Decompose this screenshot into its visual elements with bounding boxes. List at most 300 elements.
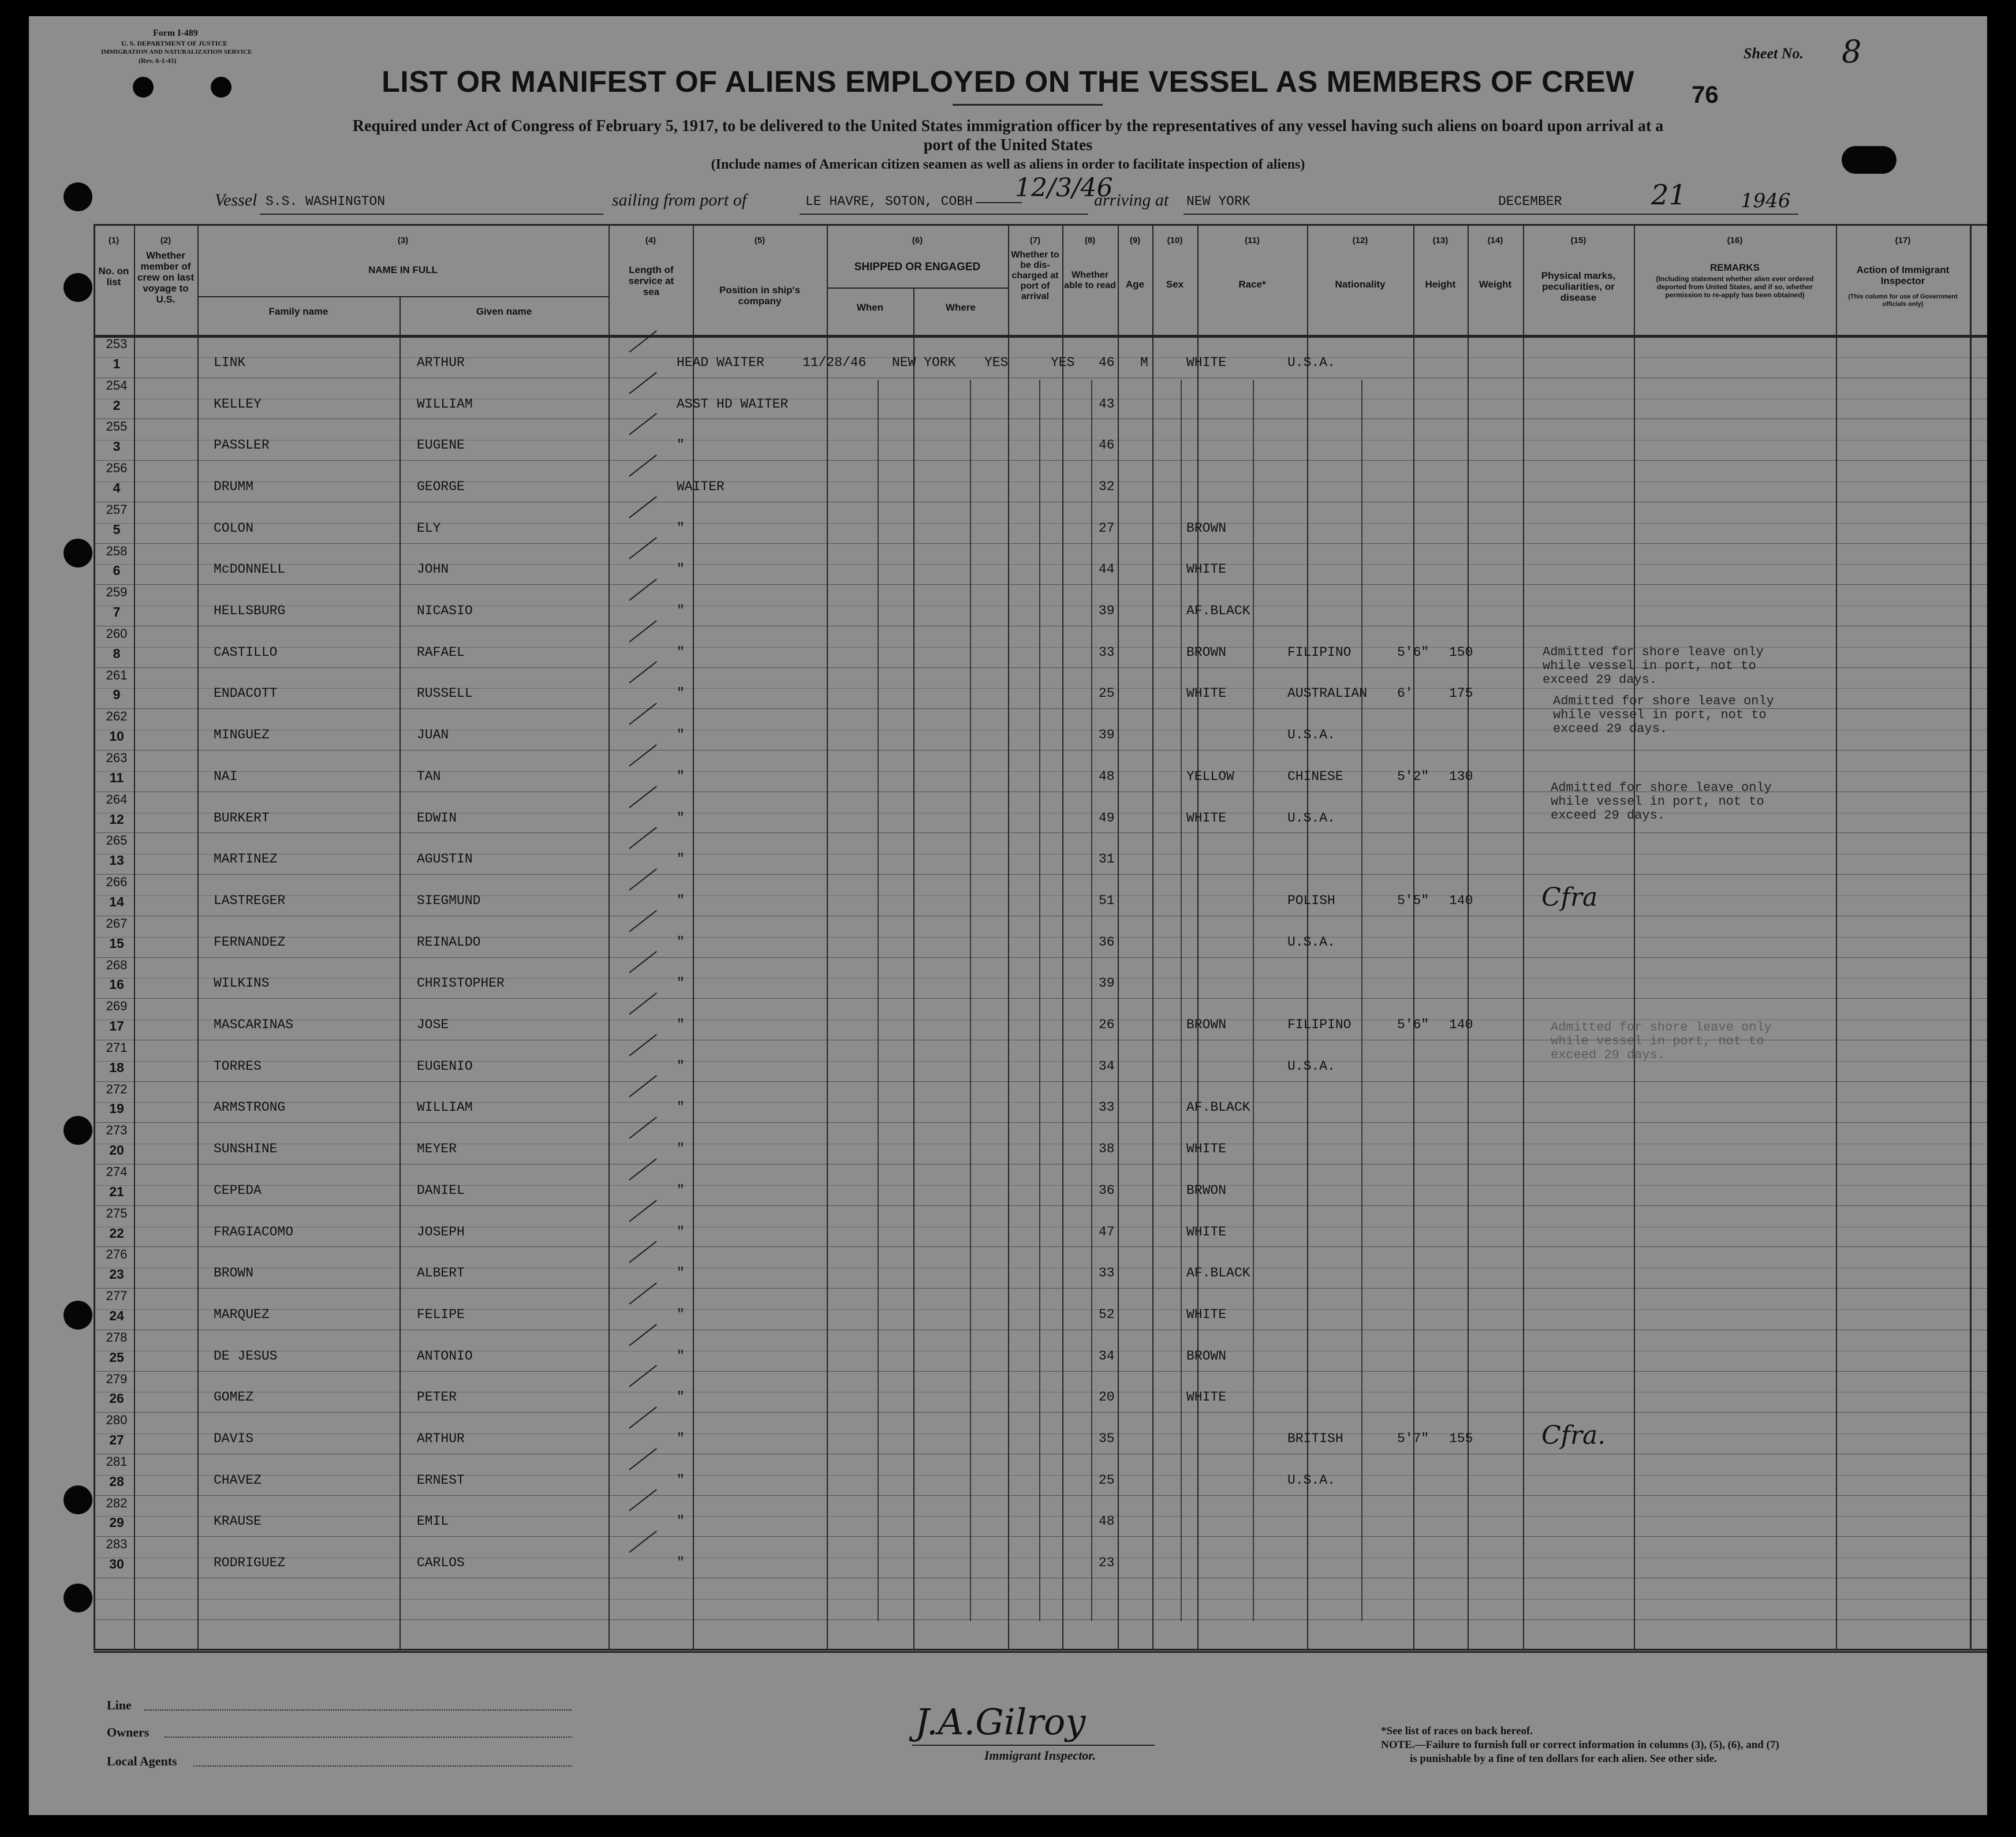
list-number: 15 [109,935,124,951]
position: " [677,893,685,908]
field-underline [260,214,603,215]
given-name: CHRISTOPHER [417,976,505,991]
given-name: WILLIAM [417,396,473,412]
list-number: 22 [109,1225,124,1241]
list-number-original: 267 [106,916,128,931]
height: 5'2" [1397,768,1429,784]
table-row [29,1537,1987,1578]
line-label: Line [107,1698,132,1712]
position: " [677,520,685,536]
height: 5'6" [1397,1017,1429,1033]
col16-label: REMARKS [1710,262,1760,273]
position: " [677,976,685,991]
list-number-original: 256 [106,461,128,476]
given-name: FELIPE [417,1306,465,1322]
service-name: IMMIGRATION AND NATURALIZATION SERVICE [101,48,252,55]
handwritten-date: 12/3/46 [1015,173,1113,203]
family-name: DRUMM [214,479,254,494]
race: BROWN [1186,644,1227,660]
age: 39 [1099,603,1115,619]
age: 48 [1099,768,1115,784]
list-number: 21 [109,1183,124,1199]
col13-label: Height [1425,279,1456,290]
race: BROWN [1186,1017,1227,1033]
manifest-sheet [29,16,1987,1815]
family-name: SUNSHINE [214,1141,278,1157]
family-name: DE JESUS [214,1348,278,1364]
list-number: 29 [109,1515,124,1530]
nationality: BRITISH [1287,1431,1343,1447]
given-name: WILLIAM [417,1100,473,1115]
list-number: 27 [109,1432,124,1448]
position: " [677,1224,685,1239]
col16-note: (Including statement whether alien ever ordered deported from United States, and if so, whether permission to re-apply has been obtained) [1656,275,1814,299]
field-underline [165,1737,572,1738]
list-number: 11 [109,770,124,785]
given-name: AGUSTIN [417,852,473,867]
sailing-label: sailing from port of [612,191,747,210]
age: 25 [1099,1472,1115,1488]
given-name: NICASIO [417,603,473,619]
list-number: 8 [113,645,121,661]
position: " [677,1141,685,1157]
age: 51 [1099,893,1115,908]
given-name: ARTHUR [417,354,465,370]
list-number-original: 278 [106,1330,128,1345]
list-number: 1 [113,356,121,371]
physical-marks: Cfra [1541,882,1598,912]
list-number-original: 255 [106,419,128,434]
list-number-original: 266 [106,875,128,890]
col3-label: NAME IN FULL [368,264,438,275]
list-number: 13 [109,853,124,868]
list-number: 7 [113,604,121,620]
inspector-signature: J.A.Gilroy [915,1701,1086,1743]
weight: 130 [1449,768,1473,784]
title-underline [953,104,1103,106]
position: " [677,768,685,784]
age: 33 [1099,1265,1115,1281]
list-number-original: 280 [106,1413,128,1428]
col1-label: No. on list [98,266,129,288]
physical-marks: Cfra. [1541,1421,1606,1451]
given-name: ELY [417,520,441,536]
table-border [94,224,1987,226]
col10-label: Sex [1166,279,1184,290]
age: 35 [1099,1431,1115,1447]
age: 34 [1099,1058,1115,1074]
race: BRWON [1186,1182,1227,1198]
list-number-original: 263 [106,751,128,765]
col5-number: (5) [754,236,766,245]
table-row [29,1330,1987,1372]
family-name: MASCARINAS [214,1017,294,1033]
sheet-label: Sheet No. [1744,45,1804,62]
department-name: U. S. DEPARTMENT OF JUSTICE [121,39,228,47]
list-number: 30 [109,1556,124,1572]
form-revision: (Rev. 6-1-45) [139,57,177,65]
given-name: RUSSELL [417,686,473,701]
table-row [29,1413,1987,1454]
family-name: BURKERT [214,810,270,826]
given-name: PETER [417,1390,457,1405]
family-name-header: Family name [268,306,328,317]
family-name: RODRIGUEZ [214,1555,286,1571]
height: 6' [1397,686,1413,701]
age: 46 [1099,438,1115,453]
list-number-original: 274 [106,1164,128,1179]
signature-line [912,1745,1155,1746]
subtitle-note: (Include names of American citizen seamen as well as aliens in order to facilitate inspection of aliens) [711,157,1305,172]
family-name: ARMSTRONG [214,1100,286,1115]
position: " [677,1390,685,1405]
nationality: U.S.A. [1287,354,1335,370]
table-row [29,1372,1987,1413]
list-number-original: 259 [106,585,128,600]
header-subrule [827,288,1008,289]
arrival-year: 1946 [1741,189,1791,212]
age: 52 [1099,1306,1115,1322]
race: WHITE [1186,1390,1227,1405]
col6-label: SHIPPED OR ENGAGED [854,261,981,273]
owners-label: Owners [107,1725,150,1739]
position: " [677,1431,685,1447]
given-name: ARTHUR [417,1431,465,1447]
age: 27 [1099,520,1115,536]
col15-number: (15) [1570,236,1586,245]
field-underline [144,1709,572,1711]
col8-label: Whether able to read [1064,270,1116,290]
races-note: *See list of races on back hereof. [1381,1725,1533,1737]
family-name: MARTINEZ [214,852,278,867]
height: 5'6" [1397,644,1429,660]
arrival-day: 21 [1651,179,1687,211]
family-name: LINK [214,354,246,370]
col1-number: (1) [108,236,120,245]
list-number: 2 [113,397,121,413]
position: " [677,686,685,701]
family-name: CASTILLO [214,644,278,660]
field-underline [800,214,1088,215]
header-subrule [197,296,608,297]
list-number-original: 277 [106,1289,128,1304]
age: 33 [1099,1100,1115,1115]
age: 36 [1099,1182,1115,1198]
age: 46 [1099,354,1115,370]
footer-divider [94,1651,1987,1653]
race: WHITE [1186,354,1227,370]
list-number: 10 [109,729,124,744]
row-midrule [94,1599,1987,1600]
list-number-original: 282 [106,1495,128,1510]
penalty-note: NOTE.—Failure to furnish full or correct information in columns (3), (5), (6), and (7) [1381,1739,1779,1751]
age: 36 [1099,934,1115,950]
col2-number: (2) [160,236,171,245]
race: WHITE [1186,562,1227,577]
given-name: ERNEST [417,1472,465,1488]
list-number-original: 279 [106,1371,128,1386]
table-row [29,1123,1987,1164]
punch-hole [64,273,92,302]
race: YELLOW [1186,768,1234,784]
position: " [677,1306,685,1322]
table-row [29,916,1987,958]
age: 39 [1099,976,1115,991]
col14-number: (14) [1487,236,1503,245]
given-name: EDWIN [417,810,457,826]
table-row [29,1289,1987,1330]
family-name: NAI [214,768,238,784]
given-name-header: Given name [476,306,532,317]
punch-hole [64,1584,92,1612]
col7-label: Whether to be dis-charged at port of arrival [1011,250,1059,301]
list-number: 19 [109,1101,124,1117]
family-name: COLON [214,520,254,536]
family-name: DAVIS [214,1431,254,1447]
given-name: ALBERT [417,1265,465,1281]
list-number: 3 [113,439,121,454]
remark-shore-leave: Admitted for shore leave only while vessel in port, not to exceed 29 days. [1551,1020,1772,1062]
position: " [677,1100,685,1115]
race: BROWN [1186,520,1227,536]
subtitle: Required under Act of Congress of February 5, 1917, to be delivered to the United States immigration officer by the representatives of any vessel having such aliens on board upon arrival at a [352,117,1664,135]
field-underline [1489,214,1738,215]
list-number: 17 [109,1018,124,1034]
list-number: 5 [113,521,121,537]
list-number: 26 [109,1391,124,1406]
vessel-label: Vessel [215,191,257,210]
penalty-note: is punishable by a fine of ten dollars for each alien. See other side. [1410,1753,1717,1765]
age: 38 [1099,1141,1115,1157]
family-name: KRAUSE [214,1514,262,1529]
height: 5'7" [1397,1431,1429,1447]
family-name: WILKINS [214,976,270,991]
nationality: U.S.A. [1287,1058,1335,1074]
page-stamp: 76 [1692,81,1719,108]
inspector-label: Immigrant Inspector. [984,1748,1096,1763]
when-header: When [856,302,884,313]
given-name: JOHN [417,562,449,577]
given-name: JOSE [417,1017,449,1033]
discharge-at-arrival: YES [984,354,1009,370]
col17-label: Action of Immigrant Inspector [1856,264,1950,286]
age: 47 [1099,1224,1115,1239]
family-name: LASTREGER [214,893,286,908]
family-name: CEPEDA [214,1182,262,1198]
family-name: McDONNELL [214,562,286,577]
list-number-original: 253 [106,337,128,351]
position: ASST HD WAITER [677,396,789,412]
race: AF.BLACK [1186,1265,1250,1281]
table-row [29,1206,1987,1248]
col8-number: (8) [1084,236,1096,245]
list-number-original: 269 [106,999,128,1014]
list-number: 4 [113,480,121,495]
family-name: HELLSBURG [214,603,286,619]
form-number: Form I-489 [153,28,198,38]
race: BROWN [1186,1348,1227,1364]
list-number-original: 283 [106,1537,128,1552]
table-border [94,1649,1987,1651]
given-name: CARLOS [417,1555,465,1571]
where-header: Where [946,302,976,313]
position: " [677,1472,685,1488]
given-name: GEORGE [417,479,465,494]
given-name: REINALDO [417,934,481,950]
given-name: SIEGMUND [417,893,481,908]
age: 32 [1099,479,1115,494]
row-rule [94,1619,1987,1620]
age: 26 [1099,1017,1115,1033]
family-name: BROWN [214,1265,254,1281]
race: WHITE [1186,1306,1227,1322]
port-of-arrival: NEW YORK [1186,194,1250,209]
page-title: LIST OR MANIFEST OF ALIENS EMPLOYED ON THE VESSEL AS MEMBERS OF CREW [382,65,1634,99]
age: 43 [1099,396,1115,412]
col9-label: Age [1125,279,1145,290]
position: " [677,562,685,577]
list-number: 23 [109,1267,124,1282]
col11-label: Race* [1238,279,1266,290]
position: " [677,852,685,867]
table-row [29,461,1987,502]
family-name: MARQUEZ [214,1306,270,1322]
list-number: 12 [109,811,124,827]
local-agents-label: Local Agents [107,1754,177,1768]
family-name: CHAVEZ [214,1472,262,1488]
col4-label: Length of service at sea [628,264,674,297]
position: WAITER [677,479,725,494]
family-name: KELLEY [214,396,262,412]
table-row [29,1082,1987,1123]
list-number-original: 260 [106,626,128,641]
table-row [29,1164,1987,1206]
weight: 155 [1449,1431,1473,1447]
remark-shore-leave: Admitted for shore leave only while vessel in port, not to exceed 29 days. [1551,781,1772,823]
position: " [677,1514,685,1529]
age: 25 [1099,686,1115,701]
given-name: EUGENE [417,438,465,453]
list-number: 28 [109,1473,124,1489]
list-number-original: 265 [106,833,128,848]
position: " [677,1058,685,1074]
race: WHITE [1186,1224,1227,1239]
given-name: EMIL [417,1514,449,1529]
table-row [29,585,1987,626]
position: HEAD WAITER [677,354,764,370]
col2-label: Whether member of crew on last voyage to U.S. [137,250,195,305]
position: " [677,1017,685,1033]
given-name: RAFAEL [417,644,465,660]
col17-note: (This column for use of Government officials only) [1848,293,1958,308]
list-number-original: 264 [106,791,128,807]
list-number: 24 [109,1308,124,1323]
col4-number: (4) [645,236,656,245]
col3-number: (3) [397,236,409,245]
family-name: FRAGIACOMO [214,1224,294,1239]
table-row [29,419,1987,461]
col7-number: (7) [1029,236,1041,245]
race: AF.BLACK [1186,603,1250,619]
position: " [677,1555,685,1571]
list-number: 20 [109,1142,124,1158]
nationality: U.S.A. [1287,727,1335,743]
col17-number: (17) [1895,236,1911,245]
list-number-original: 271 [106,1040,128,1055]
list-number: 6 [113,563,121,578]
shipped-where: NEW YORK [892,354,956,370]
field-underline [1735,214,1798,215]
list-number-original: 262 [106,709,128,724]
nationality: FILIPINO [1287,1017,1352,1033]
list-number-original: 254 [106,378,128,393]
position: " [677,934,685,950]
family-name: FERNANDEZ [214,934,286,950]
list-number-original: 272 [106,1081,128,1096]
position: " [677,810,685,826]
table-row [29,833,1987,875]
height: 5'5" [1397,893,1429,908]
table-row [29,1496,1987,1537]
col12-number: (12) [1352,236,1368,245]
age: 33 [1099,644,1115,660]
nationality: POLISH [1287,893,1335,908]
table-row [29,544,1987,585]
list-number-original: 281 [106,1454,128,1469]
age: 44 [1099,562,1115,577]
weight: 150 [1449,644,1473,660]
given-name: JOSEPH [417,1224,465,1239]
list-number-original: 273 [106,1123,128,1138]
list-number: 9 [113,687,121,703]
family-name: TORRES [214,1058,262,1074]
table-row [29,1454,1987,1496]
field-underline [193,1765,572,1767]
list-number-original: 257 [106,502,128,517]
punch-hole [64,182,92,211]
vessel-name: S.S. WASHINGTON [266,194,386,209]
age: 39 [1099,727,1115,743]
weight: 175 [1449,686,1473,701]
list-number-original: 275 [106,1205,128,1220]
race: AF.BLACK [1186,1100,1250,1115]
age: 23 [1099,1555,1115,1571]
list-number: 14 [109,894,124,909]
nationality: U.S.A. [1287,810,1335,826]
nationality: U.S.A. [1287,934,1335,950]
position: " [677,603,685,619]
family-name: PASSLER [214,438,270,453]
nationality: AUSTRALIAN [1287,686,1368,701]
given-name: EUGENIO [417,1058,473,1074]
weight: 140 [1449,1017,1473,1033]
age: 34 [1099,1348,1115,1364]
table-row [29,502,1987,544]
col13-number: (13) [1432,236,1448,245]
family-name: MINGUEZ [214,727,270,743]
given-name: TAN [417,768,441,784]
nationality: FILIPINO [1287,644,1352,660]
position: " [677,438,685,453]
race: WHITE [1186,810,1227,826]
able-to-read: YES [1051,354,1075,370]
port-of-departure: LE HAVRE, SOTON, COBH [805,194,973,209]
sheet-number: 8 [1842,33,1862,70]
remark-shore-leave: Admitted for shore leave only while vessel in port, not to exceed 29 days. [1553,694,1774,736]
list-number-original: 276 [106,1247,128,1262]
nationality: U.S.A. [1287,1472,1335,1488]
table-row [29,875,1987,916]
